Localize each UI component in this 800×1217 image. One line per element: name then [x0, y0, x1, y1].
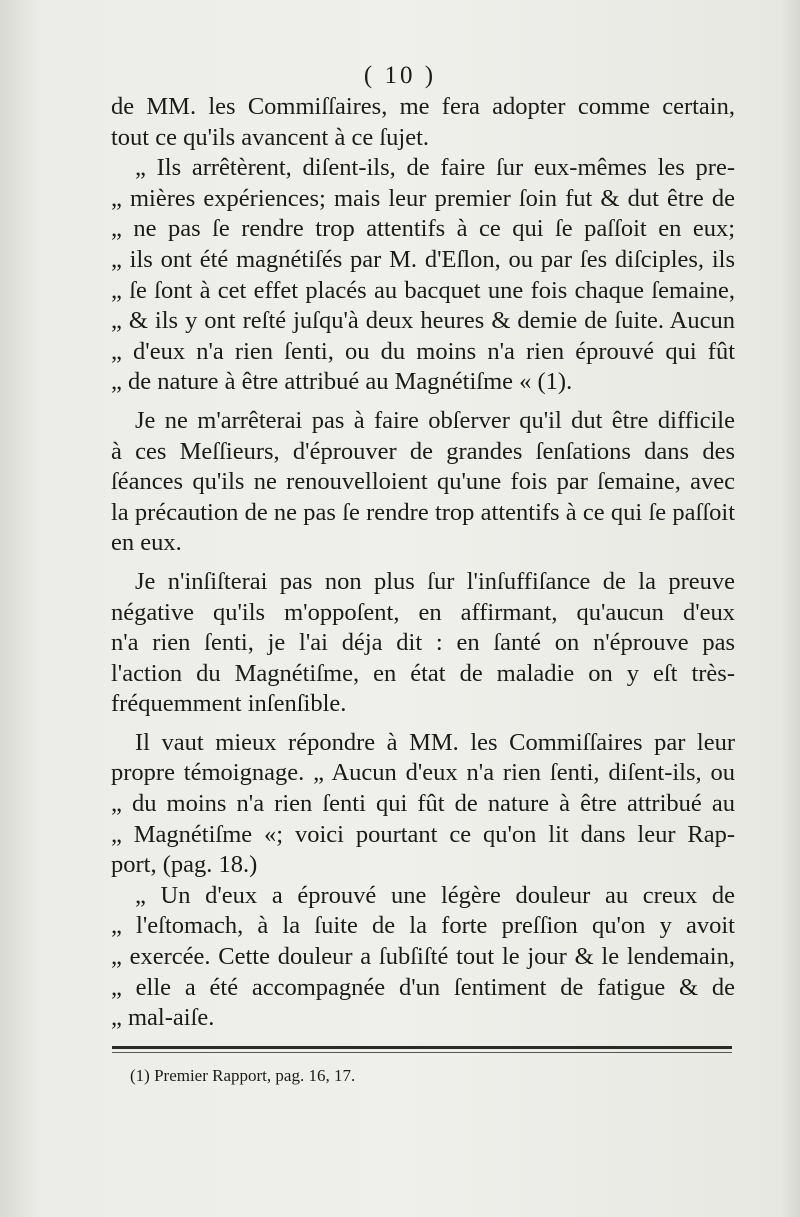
text-line: Je n'inſiſterai pas non plus ſur l'inſuffiſance de la preuve [135, 567, 735, 595]
text-line: à ces Meſſieurs, d'éprouver de grandes ſenſations dans des [111, 437, 735, 465]
text-line: propre témoignage. „ Aucun d'eux n'a rien ſenti, diſent-ils, ou [111, 759, 735, 787]
text-line: la précaution de ne pas ſe rendre trop attentifs à ce qui ſe paſſoit [111, 498, 735, 526]
text-line: „ mières expériences; mais leur premier ſoin fut & dut être de [111, 184, 735, 212]
text-line: port, (pag. 18.) [111, 851, 258, 879]
text-line: „ de nature à être attribué au Magnétiſme « (1). [111, 368, 573, 396]
text-line: de MM. les Commiſſaires, me fera adopter comme certain, [111, 93, 735, 120]
text-line: en eux. [111, 529, 182, 557]
text-line: „ Magnétiſme «; voici pourtant ce qu'on lit dans leur Rap- [111, 820, 735, 848]
text-line: „ & ils y ont reſté juſqu'à deux heures & demie de ſuite. Aucun [111, 307, 735, 335]
text-line: „ d'eux n'a rien ſenti, ou du moins n'a rien éprouvé qui fût [111, 337, 735, 365]
text-line: „ ils ont été magnétiſés par M. d'Eſlon, ou par ſes diſciples, ils [111, 245, 735, 273]
text-line: négative qu'ils m'oppoſent, en affirmant, qu'aucun d'eux [111, 598, 735, 626]
page-number-header: ( 10 ) [363, 62, 437, 89]
footnote: (1) Premier Rapport, pag. 16, 17. [130, 1066, 356, 1085]
text-line: „ exercée. Cette douleur a ſubſiſté tout le jour & le lendemain, [111, 943, 735, 971]
text-line: fréquemment inſenſible. [111, 690, 347, 718]
text-line: n'a rien ſenti, je l'ai déja dit : en ſanté on n'éprouve pas [111, 629, 735, 657]
text-line: l'action du Magnétiſme, en état de maladie on y eſt très- [111, 659, 735, 687]
text-line: „ du moins n'a rien ſenti qui fût de nature à être attribué au [111, 790, 735, 818]
text-line: „ l'eſtomach, à la ſuite de la forte preſſion qu'on y avoit [111, 912, 735, 940]
text-line: Il vaut mieux répondre à MM. les Commiſſaires par leur [135, 728, 735, 756]
footnote-divider [112, 1046, 732, 1049]
footnote-divider-thin [112, 1052, 732, 1053]
body-text [111, 92, 735, 1034]
text-line: „ mal-aiſe. [111, 1004, 215, 1032]
text-line: „ ne pas ſe rendre trop attentifs à ce qui ſe paſſoit en eux; [111, 215, 735, 243]
text-line: ſéances qu'ils ne renouvelloient qu'une fois par ſemaine, avec [111, 468, 735, 496]
text-line: Je ne m'arrêterai pas à faire obſerver qu'il dut être difficile [135, 406, 735, 434]
text-line: tout ce qu'ils avancent à ce ſujet. [111, 123, 430, 151]
text-line: „ Ils arrêtèrent, diſent-ils, de faire ſur eux-mêmes les pre- [135, 154, 735, 182]
text-line: „ Un d'eux a éprouvé une légère douleur au creux de [135, 881, 735, 909]
text-line: „ elle a été accompagnée d'un ſentiment de fatigue & de [111, 973, 735, 1001]
text-line: „ ſe ſont à cet effet placés au bacquet une fois chaque ſemaine, [111, 276, 735, 304]
